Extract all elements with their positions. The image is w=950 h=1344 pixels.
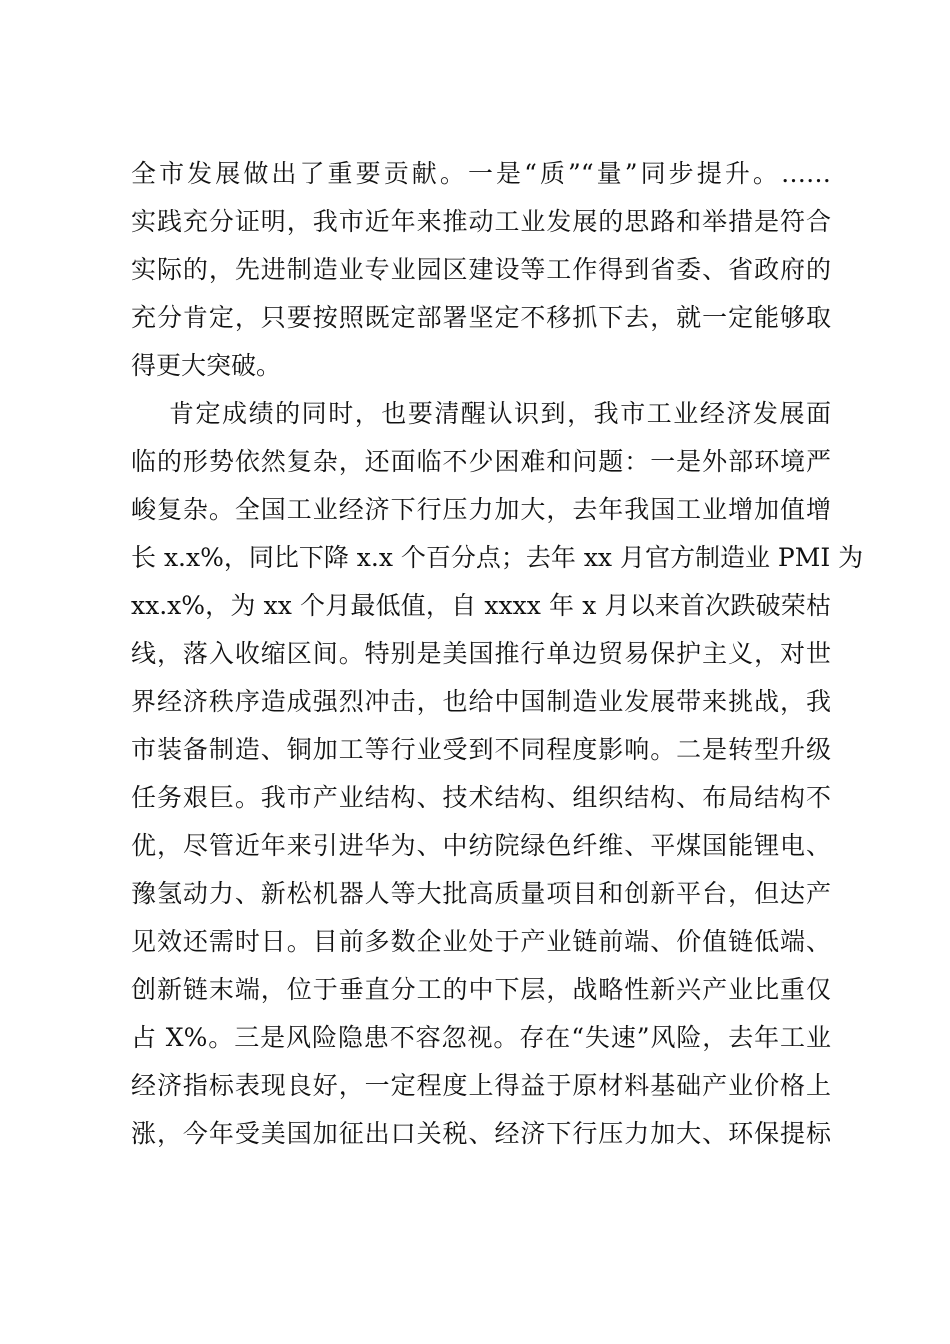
text-line: 肯定成绩的同时，也要清醒认识到，我市工业经济发展面 [131,399,831,428]
text-line: 豫氢动力、新松机器人等大批高质量项目和创新平台，但达产 [131,879,831,908]
text-line: 长 x.x%，同比下降 x.x 个百分点；去年 xx 月官方制造业 PMI 为 [131,543,864,572]
text-line: 线，落入收缩区间。特别是美国推行单边贸易保护主义，对世 [131,639,831,668]
text-line: 市装备制造、铜加工等行业受到不同程度影响。二是转型升级 [131,735,831,764]
text-line: 充分肯定，只要按照既定部署坚定不移抓下去，就一定能够取 [131,303,831,332]
text-line: 涨，今年受美国加征出口关税、经济下行压力加大、环保提标 [131,1119,831,1148]
paragraph-2 [131,390,864,1158]
text-line: 实践充分证明，我市近年来推动工业发展的思路和举措是符合 [131,207,831,236]
text-line: 占 X%。三是风险隐患不容忽视。存在“失速”风险，去年工业 [131,1023,831,1052]
text-line: 优，尽管近年来引进华为、中纺院绿色纤维、平煤国能锂电、 [131,831,831,860]
text-line: 任务艰巨。我市产业结构、技术结构、组织结构、布局结构不 [131,783,831,812]
document-body [131,150,864,1158]
text-line: 实际的，先进制造业专业园区建设等工作得到省委、省政府的 [131,255,831,284]
text-line: 见效还需时日。目前多数企业处于产业链前端、价值链低端、 [131,927,831,956]
text-line: 全市发展做出了重要贡献。一是“质”“量”同步提升。…… [131,159,831,188]
text-line: 经济指标表现良好，一定程度上得益于原材料基础产业价格上 [131,1071,831,1100]
paragraph-1 [131,150,831,390]
text-line: 临的形势依然复杂，还面临不少困难和问题：一是外部环境严 [131,447,831,476]
text-line: 峻复杂。全国工业经济下行压力加大，去年我国工业增加值增 [131,495,831,524]
text-line: 得更大突破。 [131,351,282,380]
text-line: xx.x%，为 xx 个月最低值，自 xxxx 年 x 月以来首次跌破荣枯 [131,591,831,620]
text-line: 界经济秩序造成强烈冲击，也给中国制造业发展带来挑战，我 [131,687,831,716]
text-line: 创新链末端，位于垂直分工的中下层，战略性新兴产业比重仅 [131,975,831,1004]
